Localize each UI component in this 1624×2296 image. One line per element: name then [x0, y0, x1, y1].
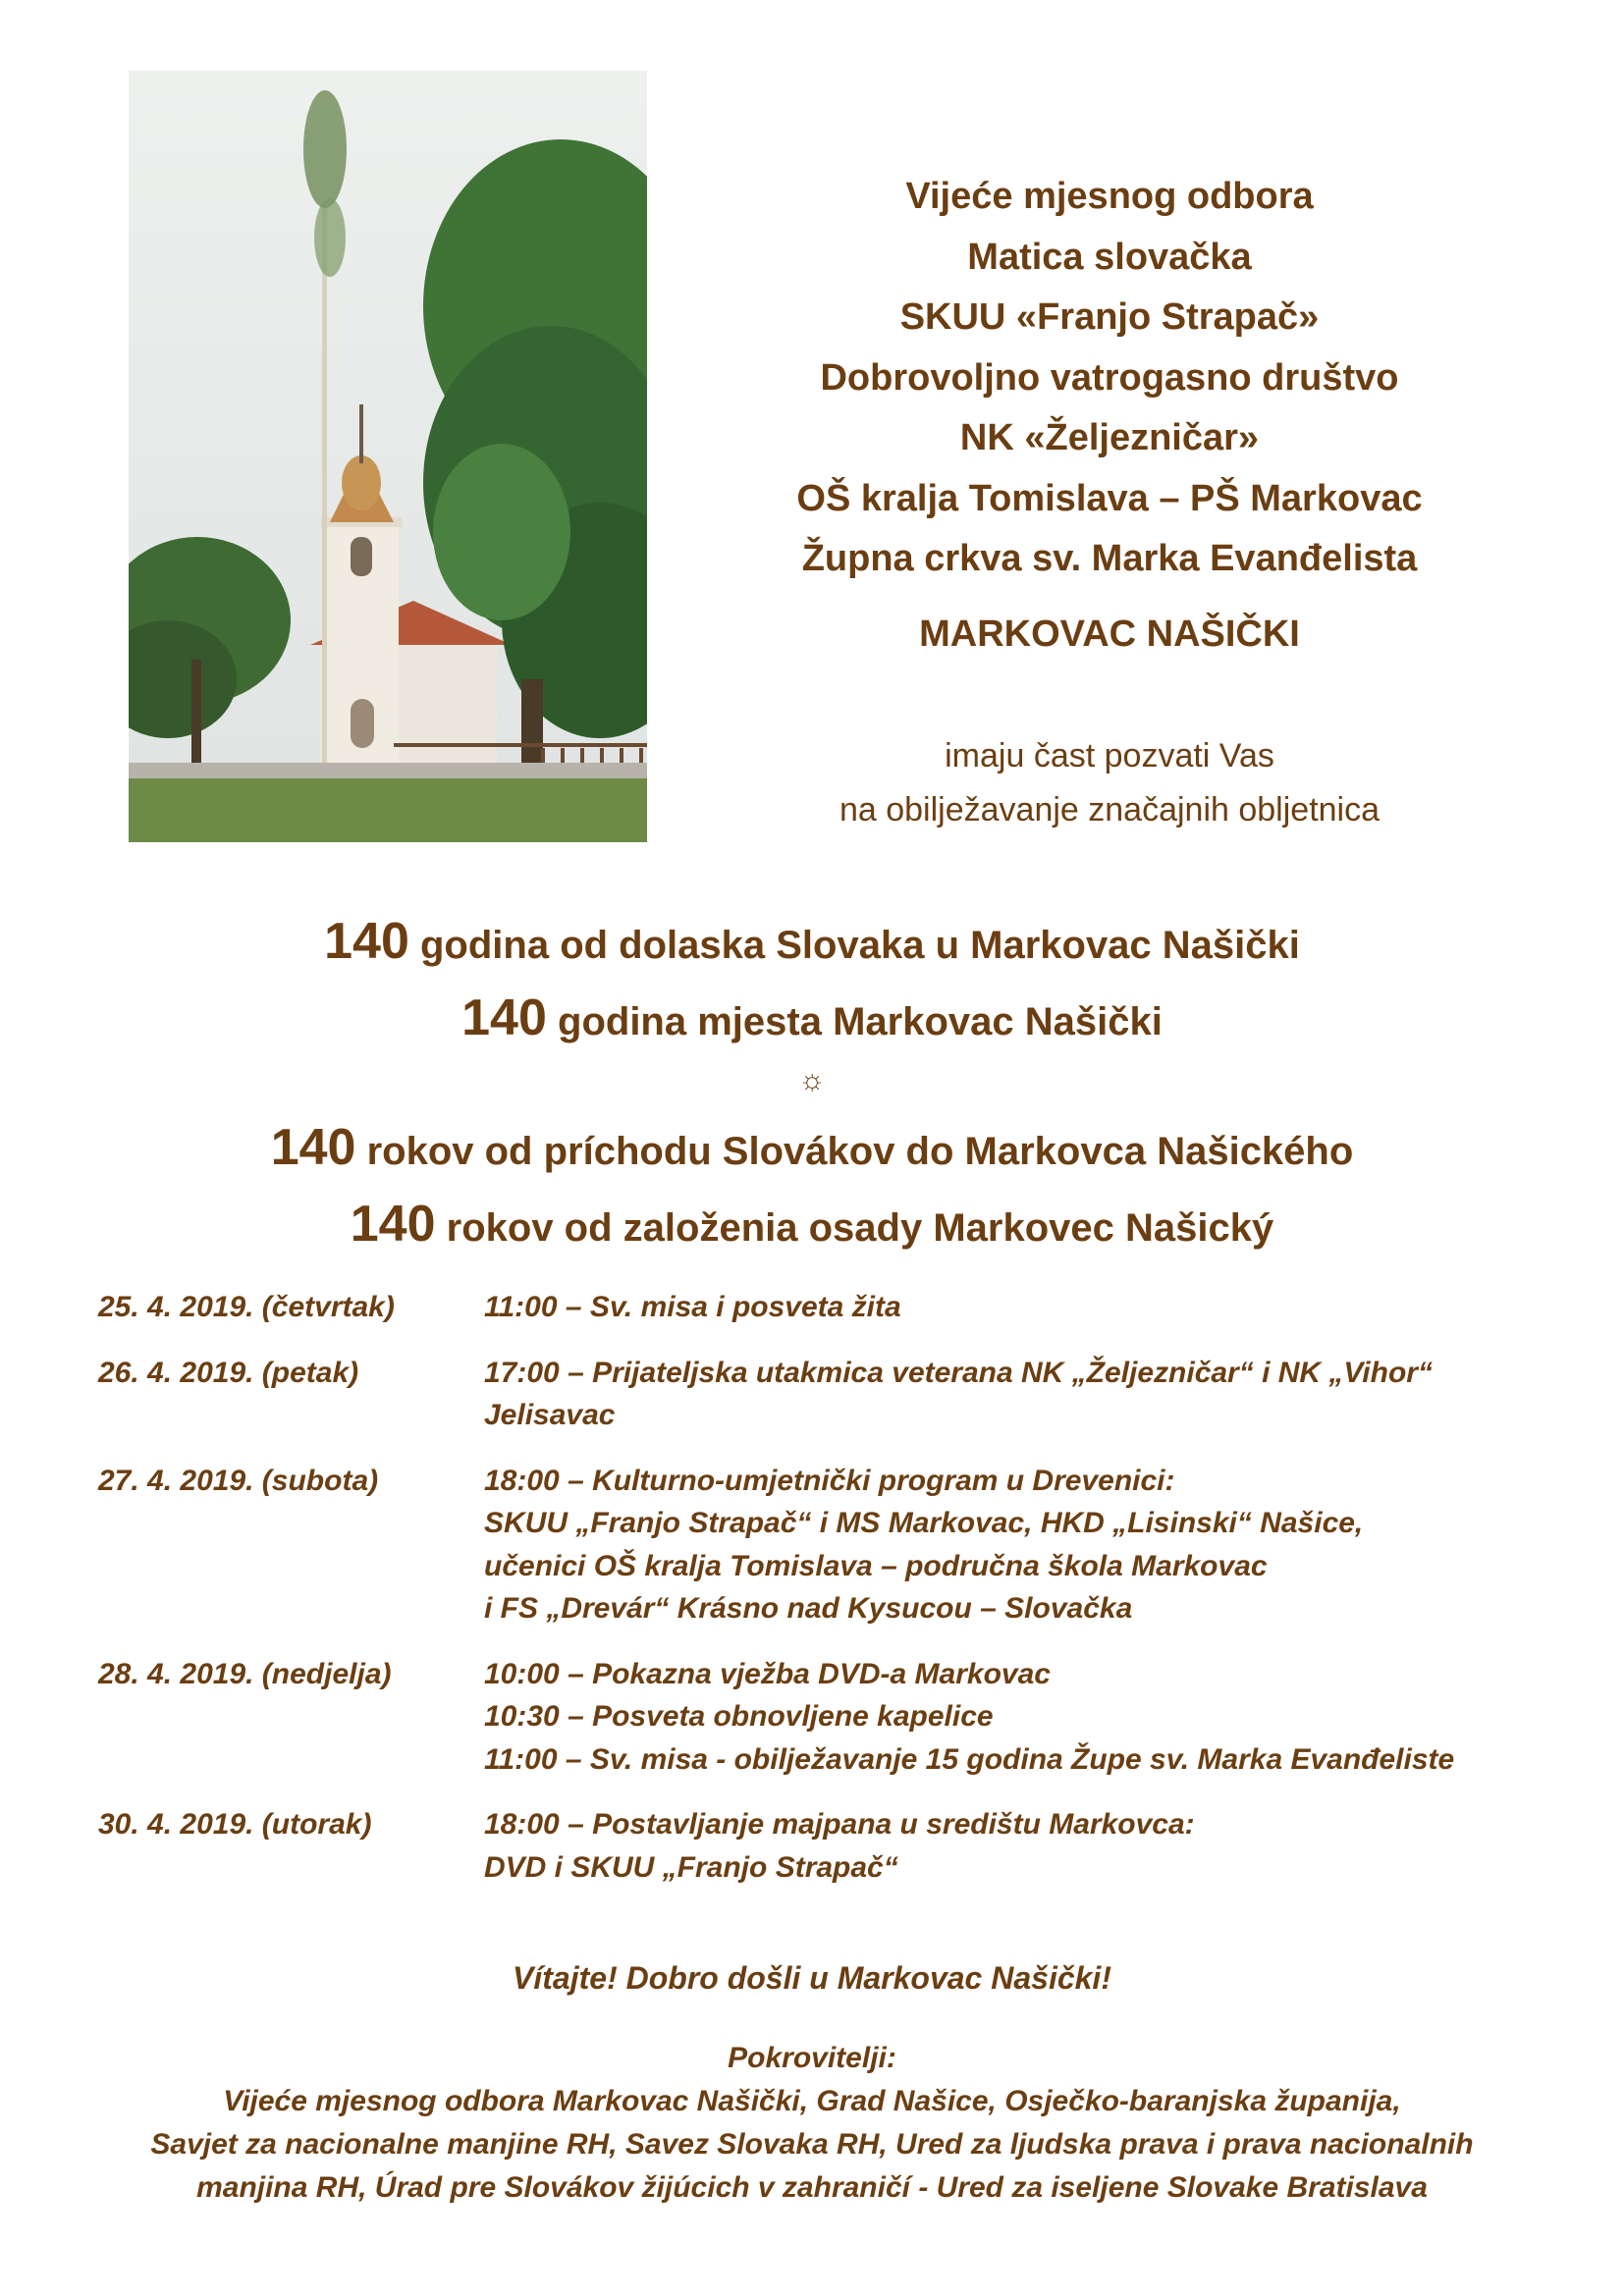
program-item: 10:30 – Posveta obnovljene kapelice	[484, 1700, 994, 1733]
organizer-line: Vijeće mjesnog odbora	[905, 176, 1314, 217]
program-item: DVD i SKUU „Franjo Strapač“	[484, 1850, 898, 1884]
program-item: učenici OŠ kralja Tomislava – područna škola Markovac	[484, 1549, 1268, 1582]
program-item: 17:00 – Prijateljska utakmica veterana NK „Željezničar“ i NK „Vihor“	[484, 1356, 1433, 1389]
program-schedule	[98, 1286, 1571, 1911]
anniversary-number: 140	[350, 1196, 436, 1253]
program-row	[98, 1803, 1571, 1889]
program-item: 10:00 – Pokazna vježba DVD-a Markovac	[484, 1657, 1051, 1690]
program-item: Jelisavac	[484, 1399, 616, 1431]
invitation-text	[687, 729, 1532, 837]
church-photo	[129, 71, 647, 842]
program-item: 18:00 – Kulturno-umjetnički program u Drevenici:	[484, 1464, 1175, 1497]
program-item: i FS „Drevár“ Krásno nad Kysucou – Slovačka	[484, 1592, 1133, 1625]
program-row	[98, 1352, 1571, 1437]
program-date: 25. 4. 2019. (četvrtak)	[98, 1291, 395, 1323]
anniversary-text: rokov od príchodu Slovákov do Markovca Našického	[355, 1130, 1354, 1173]
anniversary-number: 140	[270, 1119, 356, 1176]
sponsors-line: manjina RH, Úrad pre Slovákov žijúcich v zahraničí - Ured za iseljene Slovake Bratislava	[196, 2171, 1428, 2204]
welcome-text: Vítajte! Dobro došli u Markovac Našički!	[513, 1960, 1111, 1996]
sponsors-title: Pokrovitelji:	[728, 2042, 896, 2074]
program-item: SKUU „Franjo Strapač“ i MS Markovac, HKD „Lisinski“ Našice,	[484, 1507, 1364, 1539]
sun-separator-icon: ☼	[798, 1064, 826, 1096]
program-row	[98, 1286, 1571, 1329]
program-date: 30. 4. 2019. (utorak)	[98, 1808, 372, 1841]
program-items	[484, 1286, 901, 1329]
program-date: 28. 4. 2019. (nedjelja)	[98, 1657, 392, 1690]
anniversary-hr-2	[0, 982, 1624, 1058]
sponsors-block	[0, 2037, 1624, 2210]
program-row	[98, 1460, 1571, 1630]
place-title: MARKOVAC NAŠIČKI	[919, 614, 1300, 655]
program-items	[484, 1653, 1454, 1782]
organizers-list	[687, 167, 1532, 590]
program-row	[98, 1653, 1571, 1782]
program-item: 11:00 – Sv. misa - obilježavanje 15 godina Župe sv. Marka Evanđeliste	[484, 1742, 1455, 1776]
sponsors-line: Vijeće mjesnog odbora Markovac Našički, Grad Našice, Osječko-baranjska županija,	[223, 2085, 1401, 2117]
anniversary-number: 140	[324, 913, 409, 970]
organizer-line: Matica slovačka	[967, 236, 1252, 278]
invitation-line: imaju čast pozvati Vas	[945, 737, 1274, 774]
organizer-line: SKUU «Franjo Strapač»	[899, 296, 1320, 338]
program-items	[484, 1460, 1363, 1630]
anniversary-sk-2	[0, 1188, 1624, 1264]
organizer-line: Župna crkva sv. Marka Evanđelista	[801, 538, 1418, 579]
program-item: 18:00 – Postavljanje majpana u središtu Markovca:	[484, 1808, 1195, 1841]
anniversary-hr-1	[0, 905, 1624, 982]
anniversary-text: rokov od založenia osady Markovec Našický	[435, 1206, 1274, 1250]
organizer-line: Dobrovoljno vatrogasno društvo	[820, 356, 1399, 399]
organizer-line: NK «Željezničar»	[959, 417, 1260, 458]
sponsors-line: Savjet za nacionalne manjine RH, Savez Slovaka RH, Ured za ljudska prava i prava nacionalnih	[150, 2128, 1474, 2161]
invitation-line: na obilježavanje značajnih obljetnica	[839, 791, 1380, 828]
organizer-line: OŠ kralja Tomislava – PŠ Markovac	[796, 477, 1423, 519]
program-items	[484, 1352, 1433, 1437]
program-items	[484, 1803, 1195, 1889]
anniversary-number: 140	[461, 989, 547, 1046]
anniversaries	[0, 905, 1624, 1264]
anniversary-text: godina od dolaska Slovaka u Markovac Našički	[408, 924, 1300, 967]
program-date: 26. 4. 2019. (petak)	[98, 1356, 359, 1389]
program-item: 11:00 – Sv. misa i posveta žita	[484, 1291, 901, 1323]
anniversary-text: godina mjesta Markovac Našički	[546, 1000, 1163, 1043]
program-date: 27. 4. 2019. (subota)	[98, 1464, 379, 1497]
anniversary-sk-1	[0, 1111, 1624, 1188]
